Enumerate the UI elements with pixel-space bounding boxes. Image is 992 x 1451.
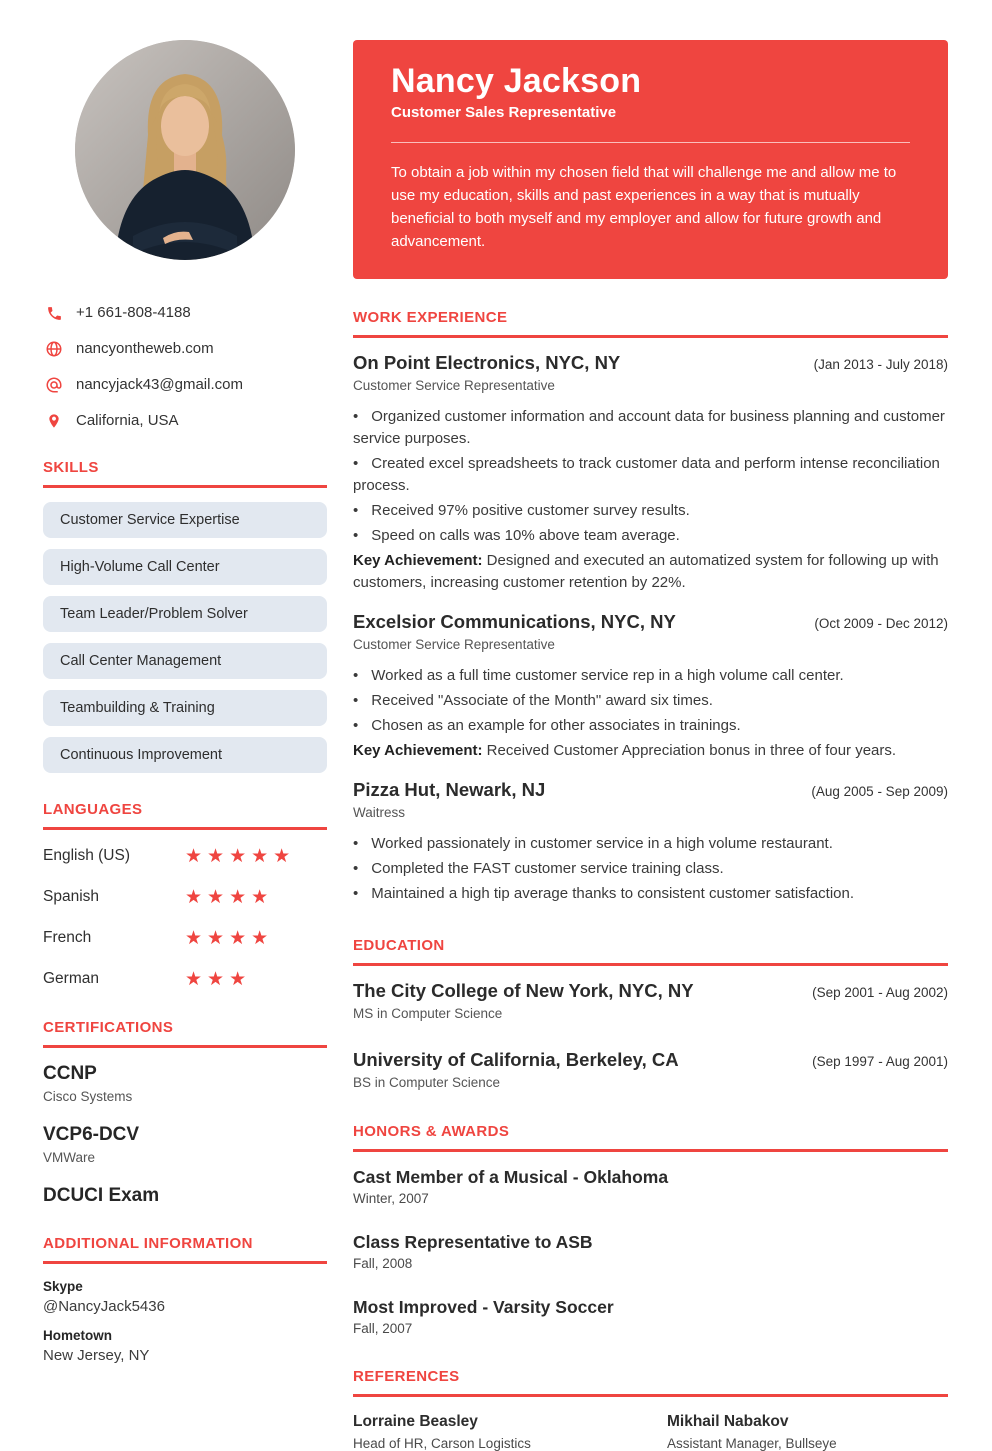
bullet-item [353, 690, 948, 712]
language-name: German [43, 970, 99, 987]
bullet-dot [353, 408, 358, 425]
bullet-dot [353, 502, 358, 519]
skill-pill: Teambuilding & Training [43, 690, 327, 726]
reference-entry [353, 1411, 667, 1451]
language-row [43, 844, 327, 868]
email-address: nancyjack43@gmail.com [76, 376, 243, 393]
certification-item [43, 1184, 327, 1207]
education-dates: (Sep 2001 - Aug 2002) [812, 985, 948, 1000]
language-row [43, 885, 327, 909]
honor-title: Most Improved - Varsity Soccer [353, 1297, 614, 1317]
reference-entry [667, 1411, 948, 1451]
resume-header [353, 40, 948, 279]
globe-icon [45, 340, 63, 358]
job-dates: (Jan 2013 - July 2018) [813, 357, 948, 372]
bullet-item [353, 406, 948, 450]
job-entry [353, 779, 948, 905]
certifications-section [43, 1019, 327, 1207]
key-achievement-text: Received Customer Appreciation bonus in three of four years. [486, 742, 897, 759]
skill-pill: Customer Service Expertise [43, 502, 327, 538]
certification-org: VMWare [43, 1150, 96, 1165]
bullet-item [353, 715, 948, 737]
bullet-text: Received 97% positive customer survey results. [371, 502, 690, 519]
star-rating: ★★★★ [185, 886, 274, 908]
key-achievement-label: Key Achievement: [353, 552, 483, 569]
language-name: French [43, 929, 92, 946]
location-pin-icon [45, 412, 63, 430]
bullet-item [353, 665, 948, 687]
certification-name: CCNP [43, 1063, 97, 1084]
degree: BS in Computer Science [353, 1075, 501, 1090]
bullet-dot [353, 455, 358, 472]
job-bullets [353, 406, 948, 547]
education-entry [353, 1049, 948, 1091]
job-role: Customer Service Representative [353, 637, 555, 652]
job-dates: (Aug 2005 - Sep 2009) [811, 784, 948, 799]
job-role: Customer Service Representative [353, 378, 555, 393]
location-text: California, USA [76, 412, 179, 429]
star-rating: ★★★★ [185, 927, 274, 949]
language-name: Spanish [43, 888, 100, 905]
honors-awards-heading: HONORS & AWARDS [353, 1123, 948, 1152]
languages-heading: LANGUAGES [43, 801, 327, 830]
phone-icon [45, 304, 63, 322]
language-name: English (US) [43, 847, 130, 864]
job-title: Customer Sales Representative [391, 104, 617, 121]
company-name: On Point Electronics, NYC, NY [353, 352, 621, 373]
education-header [353, 980, 948, 1002]
bullet-item [353, 453, 948, 497]
skill-pill: Continuous Improvement [43, 737, 327, 773]
bullet-dot [353, 885, 358, 902]
certification-item [43, 1123, 327, 1166]
language-row [43, 926, 327, 950]
contact-website [45, 339, 327, 359]
profile-photo [75, 40, 295, 260]
certification-item [43, 1062, 327, 1105]
header-divider [391, 142, 910, 143]
additional-info-label: Hometown [43, 1328, 112, 1343]
bullet-item [353, 500, 948, 522]
website-url: nancyontheweb.com [76, 340, 214, 357]
honor-entry [353, 1166, 948, 1206]
profile-photo-illustration [75, 40, 295, 260]
honor-title: Cast Member of a Musical - Oklahoma [353, 1167, 669, 1187]
job-bullets [353, 665, 948, 737]
skill-pill: High-Volume Call Center [43, 549, 327, 585]
additional-info-item [43, 1278, 327, 1317]
honor-entry [353, 1231, 948, 1271]
bullet-dot [353, 860, 358, 877]
bullet-item [353, 858, 948, 880]
references-heading: REFERENCES [353, 1368, 948, 1397]
at-email-icon [45, 376, 63, 394]
reference-name: Mikhail Nabakov [667, 1413, 789, 1430]
job-entry [353, 352, 948, 594]
contact-location [45, 411, 327, 431]
key-achievement [353, 740, 948, 762]
person-name: Nancy Jackson [391, 62, 642, 100]
additional-info-value: New Jersey, NY [43, 1347, 150, 1364]
job-header [353, 611, 948, 633]
honor-entry [353, 1296, 948, 1336]
certification-org: Cisco Systems [43, 1089, 133, 1104]
reference-role: Assistant Manager, Bullseye [667, 1436, 837, 1451]
key-achievement-text: Designed and executed an automatized system for following up with customers, increasing customer retention by 22%. [353, 552, 939, 591]
skill-pill: Team Leader/Problem Solver [43, 596, 327, 632]
company-name: Pizza Hut, Newark, NJ [353, 779, 546, 800]
job-role: Waitress [353, 805, 406, 820]
contact-email [45, 375, 327, 395]
bullet-text: Chosen as an example for other associates in trainings. [371, 717, 741, 734]
main-column [353, 40, 948, 1451]
skill-pill: Call Center Management [43, 643, 327, 679]
company-name: Excelsior Communications, NYC, NY [353, 611, 676, 632]
certification-name: DCUCI Exam [43, 1185, 160, 1206]
star-rating: ★★★★★ [185, 845, 296, 867]
honor-date: Winter, 2007 [353, 1191, 429, 1206]
work-experience-section [353, 309, 948, 905]
star-rating: ★★★ [185, 968, 252, 990]
bullet-dot [353, 717, 358, 734]
objective-text: To obtain a job within my chosen field that will challenge me and allow me to use my education, skills and past experiences in a way that is mutually beneficial to both myself and my employer and allow for future growth and advancement. [391, 164, 897, 250]
certifications-heading: CERTIFICATIONS [43, 1019, 327, 1048]
languages-section [43, 801, 327, 991]
references-grid [353, 1411, 948, 1451]
bullet-dot [353, 835, 358, 852]
job-bullets [353, 833, 948, 905]
additional-info-value: @NancyJack5436 [43, 1298, 165, 1315]
job-header [353, 779, 948, 801]
bullet-text: Maintained a high tip average thanks to consistent customer satisfaction. [371, 885, 855, 902]
honor-date: Fall, 2008 [353, 1256, 413, 1271]
education-heading: EDUCATION [353, 937, 948, 966]
education-header [353, 1049, 948, 1071]
bullet-text: Speed on calls was 10% above team average. [371, 527, 680, 544]
additional-info-section [43, 1235, 327, 1366]
school-name: The City College of New York, NYC, NY [353, 980, 694, 1001]
honor-title: Class Representative to ASB [353, 1232, 593, 1252]
bullet-text: Organized customer information and account data for business planning and customer service purposes. [353, 408, 945, 447]
bullet-item [353, 833, 948, 855]
school-name: University of California, Berkeley, CA [353, 1049, 679, 1070]
certification-name: VCP6-DCV [43, 1124, 140, 1145]
additional-info-item [43, 1327, 327, 1366]
job-header [353, 352, 948, 374]
bullet-text: Worked as a full time customer service rep in a high volume call center. [371, 667, 844, 684]
contact-list [43, 303, 327, 431]
honors-awards-section [353, 1123, 948, 1336]
phone-number: +1 661-808-4188 [76, 304, 191, 321]
bullet-text: Completed the FAST customer service training class. [371, 860, 724, 877]
work-experience-heading: WORK EXPERIENCE [353, 309, 948, 338]
bullet-item [353, 525, 948, 547]
contact-phone [45, 303, 327, 323]
honor-date: Fall, 2007 [353, 1321, 413, 1336]
bullet-item [353, 883, 948, 905]
additional-info-heading: ADDITIONAL INFORMATION [43, 1235, 327, 1264]
language-row [43, 967, 327, 991]
key-achievement [353, 550, 948, 594]
bullet-text: Created excel spreadsheets to track customer data and perform intense reconciliation process. [353, 455, 940, 494]
reference-role: Head of HR, Carson Logistics [353, 1436, 531, 1451]
education-dates: (Sep 1997 - Aug 2001) [812, 1054, 948, 1069]
bullet-dot [353, 692, 358, 709]
sidebar [43, 40, 327, 1451]
additional-info-label: Skype [43, 1279, 83, 1294]
bullet-dot [353, 667, 358, 684]
job-dates: (Oct 2009 - Dec 2012) [814, 616, 948, 631]
references-section [353, 1368, 948, 1451]
education-section [353, 937, 948, 1091]
education-entry [353, 980, 948, 1022]
bullet-text: Worked passionately in customer service in a high volume restaurant. [371, 835, 833, 852]
key-achievement-label: Key Achievement: [353, 742, 483, 759]
bullet-text: Received "Associate of the Month" award six times. [371, 692, 713, 709]
skills-section [43, 459, 327, 773]
skills-heading: SKILLS [43, 459, 327, 488]
reference-name: Lorraine Beasley [353, 1413, 478, 1430]
bullet-dot [353, 527, 358, 544]
degree: MS in Computer Science [353, 1006, 503, 1021]
job-entry [353, 611, 948, 762]
